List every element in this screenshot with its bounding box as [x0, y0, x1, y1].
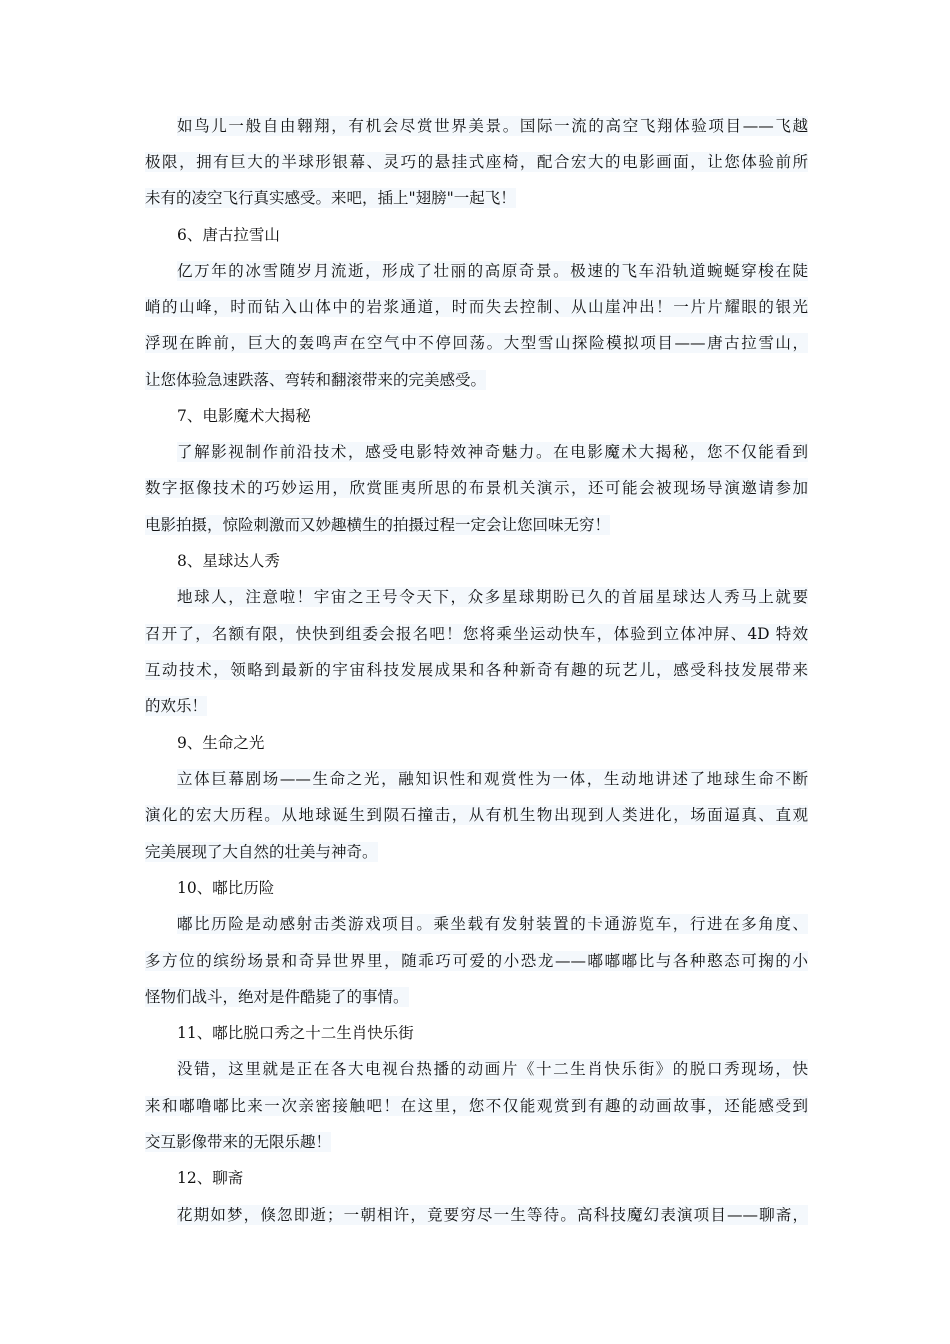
paragraph-line: 峭的山峰，时而钻入山体中的岩浆通道，时而失去控制、从山崖冲出！一片片耀眼的银光	[145, 298, 808, 316]
paragraph-line: 没错，这里就是正在各大电视台热播的动画片《十二生肖快乐街》的脱口秀现场，快	[177, 1060, 808, 1078]
paragraph-line: 怪物们战斗，绝对是件酷毙了的事情。	[145, 988, 409, 1006]
paragraph-line: 电影拍摄，惊险刺激而又妙趣横生的拍摄过程一定会让您回味无穷！	[145, 516, 611, 534]
paragraph-line: 的欢乐！	[145, 697, 208, 715]
paragraph-line: 地球人，注意啦！宇宙之王号令天下，众多星球期盼已久的首届星球达人秀马上就要	[177, 588, 808, 606]
paragraph-line: 立体巨幕剧场——生命之光，融知识性和观赏性为一体，生动地讲述了地球生命不断	[177, 770, 808, 788]
section-heading: 11、嘟比脱口秀之十二生肖快乐街	[177, 1024, 414, 1042]
paragraph-line: 多方位的缤纷场景和奇异世界里，随乖巧可爱的小恐龙——嘟嘟嘟比与各种憨态可掬的小	[145, 952, 808, 970]
paragraph-line: 如鸟儿一般自由翱翔，有机会尽赏世界美景。国际一流的高空飞翔体验项目——飞越	[177, 117, 808, 135]
paragraph-line: 交互影像带来的无限乐趣！	[145, 1133, 332, 1151]
paragraph-line: 让您体验急速跌落、弯转和翻滚带来的完美感受。	[145, 371, 487, 389]
paragraph-line: 互动技术，领略到最新的宇宙科技发展成果和各种新奇有趣的玩艺儿，感受科技发展带来	[145, 661, 808, 679]
paragraph-line: 数字抠像技术的巧妙运用，欣赏匪夷所思的布景机关演示，还可能会被现场导演邀请参加	[145, 479, 808, 497]
section-heading: 6、唐古拉雪山	[177, 226, 280, 244]
paragraph-line: 浮现在眸前，巨大的轰鸣声在空气中不停回荡。大型雪山探险模拟项目——唐古拉雪山，	[145, 334, 808, 352]
paragraph-line: 召开了，名额有限，快快到组委会报名吧！您将乘坐运动快车，体验到立体冲屏、4D 特效	[145, 625, 808, 643]
section-heading: 7、电影魔术大揭秘	[177, 407, 311, 425]
paragraph-line: 演化的宏大历程。从地球诞生到陨石撞击，从有机生物出现到人类进化，场面逼真、直观	[145, 806, 808, 824]
section-heading: 10、嘟比历险	[177, 879, 275, 897]
section-heading: 9、生命之光	[177, 734, 265, 752]
paragraph-line: 未有的凌空飞行真实感受。来吧，插上"翅膀"一起飞！	[145, 189, 516, 207]
paragraph-line: 完美展现了大自然的壮美与神奇。	[145, 843, 378, 861]
paragraph-line: 来和嘟噜嘟比来一次亲密接触吧！在这里，您不仅能观赏到有趣的动画故事，还能感受到	[145, 1097, 808, 1115]
paragraph-line: 亿万年的冰雪随岁月流逝，形成了壮丽的高原奇景。极速的飞车沿轨道蜿蜒穿梭在陡	[177, 262, 808, 280]
paragraph-line: 嘟比历险是动感射击类游戏项目。乘坐载有发射装置的卡通游览车，行进在多角度、	[177, 915, 808, 933]
section-heading: 8、星球达人秀	[177, 552, 280, 570]
paragraph-line: 了解影视制作前沿技术，感受电影特效神奇魅力。在电影魔术大揭秘，您不仅能看到	[177, 443, 808, 461]
paragraph-line: 极限，拥有巨大的半球形银幕、灵巧的悬挂式座椅，配合宏大的电影画面，让您体验前所	[145, 153, 808, 171]
paragraph-line: 花期如梦，倏忽即逝；一朝相许，竟要穷尽一生等待。高科技魔幻表演项目——聊斋，	[177, 1206, 808, 1224]
section-heading: 12、聊斋	[177, 1169, 244, 1187]
